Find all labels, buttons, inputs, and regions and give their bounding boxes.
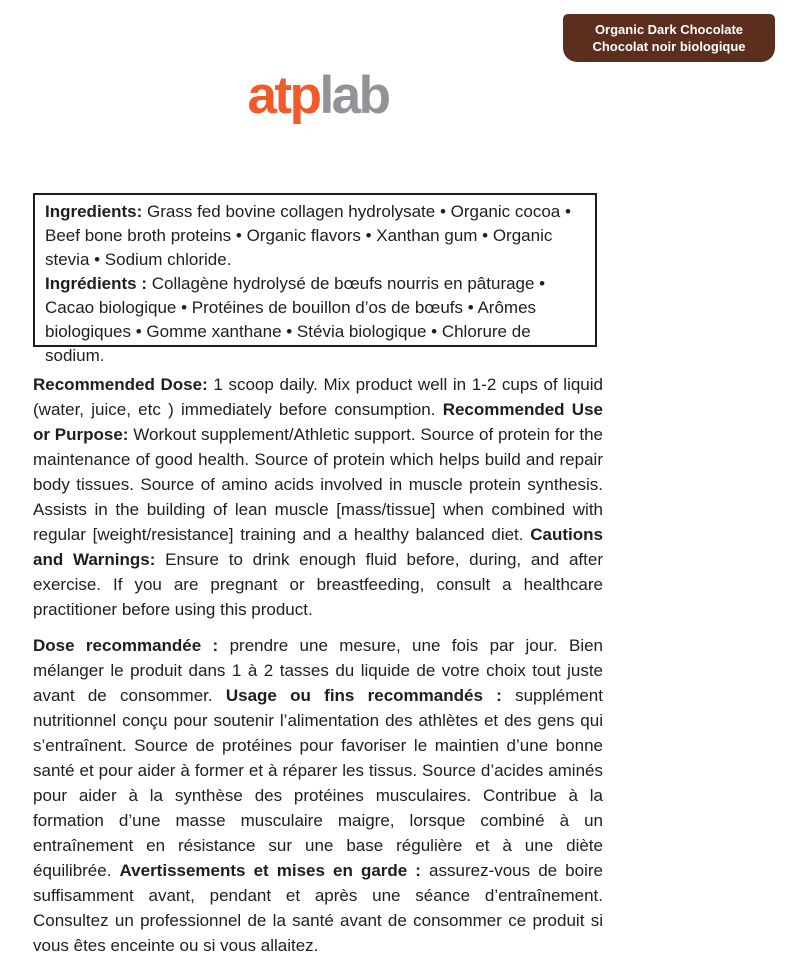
dose-paragraph-fr: Dose recommandée : prendre une mesure, une fois par jour. Bien mélanger le produit dans 1 à 2 tasses du liquide de votre choix tout juste avant de consommer. Usage ou fins recommandés : supplément nutritionnel conçu pour soutenir l’alimentation des athlètes et des gens qui s’entraînent. Source de protéines pour favoriser le maintien d’une bonne santé et pour aider à former et à réparer les tissus. Source d’acides aminés pour aider à la synthèse des protéines musculaires. Contribue à la formation d’une masse musculaire maigre, lorsque combiné à un entraînement en résistance sur une base régulière et à une diète équilibrée. Avertissements et mises en garde : assurez-vous de boire suffisamment avant, pendant et après une séance d’entraînement. Consultez un professionnel de la santé avant de consommer ce produit si vous êtes enceinte ou si vous allaitez. [33,636,604,954]
brand-logo-atp: atp [247,66,320,125]
flavor-name-en: Organic Dark Chocolate [594,22,744,37]
dose-and-warnings [33,372,603,954]
dose-paragraph-en: Recommended Dose: 1 scoop daily. Mix product well in 1-2 cups of liquid (water, juice, etc ) immediately before consumption. Recommended Use or Purpose: Workout supplement/Athletic support. Source of protein for the maintenance of good health. Source of protein which helps build and repair body tissues. Source of amino acids involved in muscle protein synthesis. Assists in the building of lean muscle [mass/tissue] when combined with regular [weight/resistance] training and a healthy balanced diet. Cautions and Warnings: Ensure to drink enough fluid before, during, and after exercise. If you are pregnant or breastfeeding, consult a healthcare practitioner before using this product. [33,375,603,619]
flavor-name-fr: Chocolat noir biologique [592,39,746,54]
ingredients-en: Ingredients: Grass fed bovine collagen hydrolysate • Organic cocoa • Beef bone broth proteins • Organic flavors • Xanthan gum • Organic stevia • Sodium chloride. [45,202,571,269]
flavor-badge [563,14,775,62]
ingredients-fr: Ingrédients : Collagène hydrolysé de bœufs nourris en pâturage • Cacao biologique • Protéines de bouillon d’os de bœufs • Arômes biologiques • Gomme xanthane • Stévia biologique • Chlorure de sodium. [45,274,546,365]
brand-logo [33,64,603,128]
brand-logo-lab: lab [319,66,389,125]
ingredients-box [33,193,597,365]
